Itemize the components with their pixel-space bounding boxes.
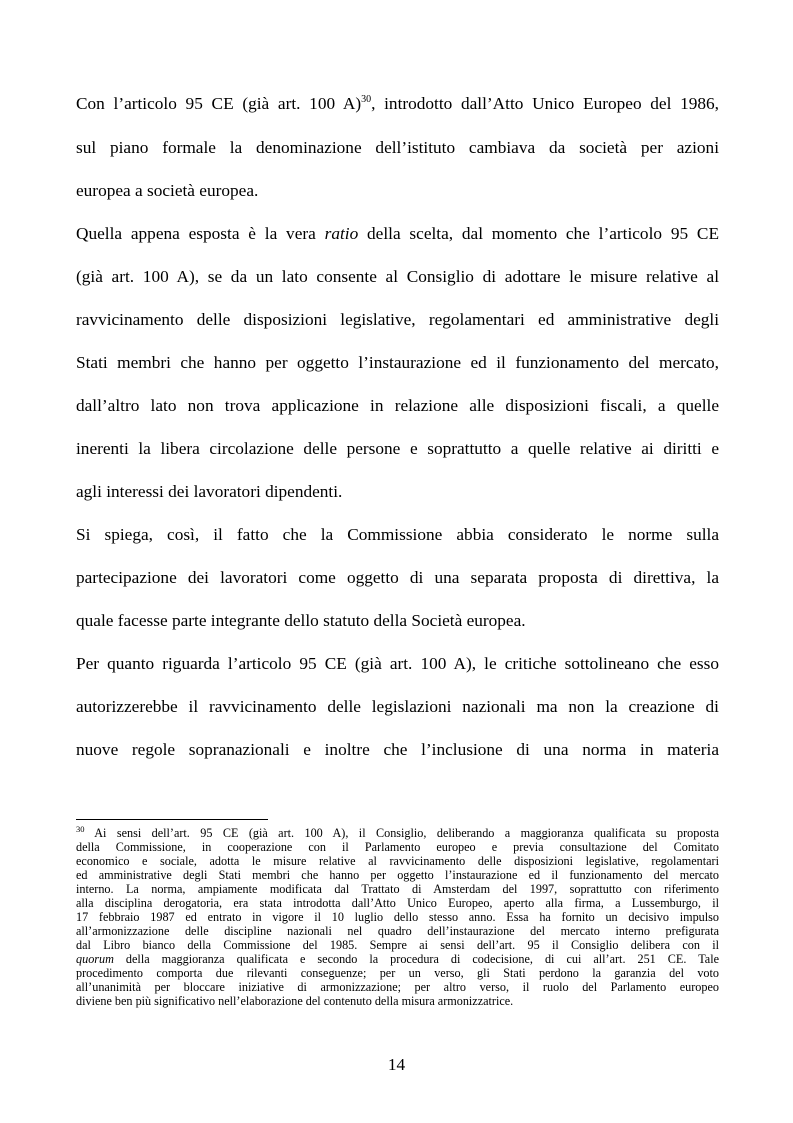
footnote-line: alla disciplina derogatoria, era stata introdotta dall’Atto Unico Europeo, aperto alla firma, a Lussemburgo, il <box>76 896 719 910</box>
footnote-line: procedimento comporta due rilevanti conseguenze; per un verso, gli Stati perdono la garanzia del voto <box>76 966 719 980</box>
footnote-number: 30 <box>76 823 85 834</box>
body-line: nuove regole sopranazionali e inoltre che l’inclusione di una norma in materia <box>76 740 719 759</box>
body-line: Con l’articolo 95 CE (già art. 100 A)$^{30}$, introdotto dall’Atto Unico Europeo del 1986, <box>76 94 719 113</box>
body-line: Quella appena esposta è la vera ratio della scelta, dal momento che l’articolo 95 CE <box>76 224 719 243</box>
body-line: sul piano formale la denominazione dell’istituto cambiava da società per azioni <box>76 138 719 157</box>
footnote-line: interno. La norma, ampiamente modificata dal Trattato di Amsterdam del 1997, soprattutto con riferimento <box>76 882 719 896</box>
italic-term: ratio <box>324 224 359 243</box>
footnote-line: dal Libro bianco della Commissione del 1985. Sempre ai sensi dell’art. 95 il Consiglio delibera con il <box>76 938 719 952</box>
body-line: partecipazione dei lavoratori come oggetto di una separata proposta di direttiva, la <box>76 568 719 587</box>
body-line: ravvicinamento delle disposizioni legislative, regolamentari ed amministrative degli <box>76 310 719 329</box>
body-line: Si spiega, così, il fatto che la Commissione abbia considerato le norme sulla <box>76 525 719 544</box>
body-line: quale facesse parte integrante dello statuto della Società europea. <box>76 611 526 630</box>
footnote-line: economico e sociale, adotta le misure relative al ravvicinamento delle disposizioni legislative, regolamentari <box>76 854 719 868</box>
footnote-line: all’unanimità per bloccare iniziative di armonizzazione; per altro verso, il ruolo del Parlamento europeo <box>76 980 719 994</box>
body-line: inerenti la libera circolazione delle persone e soprattutto a quelle relative ai diritti e <box>76 439 719 458</box>
footnote-line: $^{30}$ Ai sensi dell’art. 95 CE (già art. 100 A), il Consiglio, deliberando a maggioranza qualificata su proposta <box>76 823 719 840</box>
footnote-line: 17 febbraio 1987 ed entrato in vigore il 10 luglio dello stesso anno. Essa ha fornito un decisivo impulso <box>76 910 719 924</box>
body-line: europea a società europea. <box>76 181 259 200</box>
footnote-ref[interactable]: 30 <box>361 94 372 106</box>
body-line: autorizzerebbe il ravvicinamento delle legislazioni nazionali ma non la creazione di <box>76 697 719 716</box>
body-line: Per quanto riguarda l’articolo 95 CE (già art. 100 A), le critiche sottolineano che esso <box>76 654 719 673</box>
footnote-line: all’armonizzazione delle discipline nazionali nel quadro dell’instaurazione del mercato interno prefigurata <box>76 924 719 938</box>
footnote-line: quorum della maggioranza qualificata e secondo la procedura di codecisione, di cui all’art. 251 CE. Tale <box>76 952 719 966</box>
footnote-separator <box>76 819 268 820</box>
footnote-line: ed amministrative degli Stati membri che hanno per oggetto l’instaurazione ed il funzionamento del mercato <box>76 868 719 882</box>
italic-term: quorum <box>76 952 114 966</box>
body-line: Stati membri che hanno per oggetto l’instaurazione ed il funzionamento del mercato, <box>76 353 719 372</box>
body-line: dall’altro lato non trova applicazione in relazione alle disposizioni fiscali, a quelle <box>76 396 719 415</box>
page-number: 14 <box>387 1055 406 1074</box>
footnote-line: diviene ben più significativo nell’elaborazione del contenuto della misura armonizzatrice. <box>76 994 514 1008</box>
body-line: agli interessi dei lavoratori dipendenti. <box>76 482 343 501</box>
body-line: (già art. 100 A), se da un lato consente al Consiglio di adottare le misure relative al <box>76 267 719 286</box>
footnote-line: della Commissione, in cooperazione con il Parlamento europeo e previa consultazione del Comitato <box>76 840 719 854</box>
